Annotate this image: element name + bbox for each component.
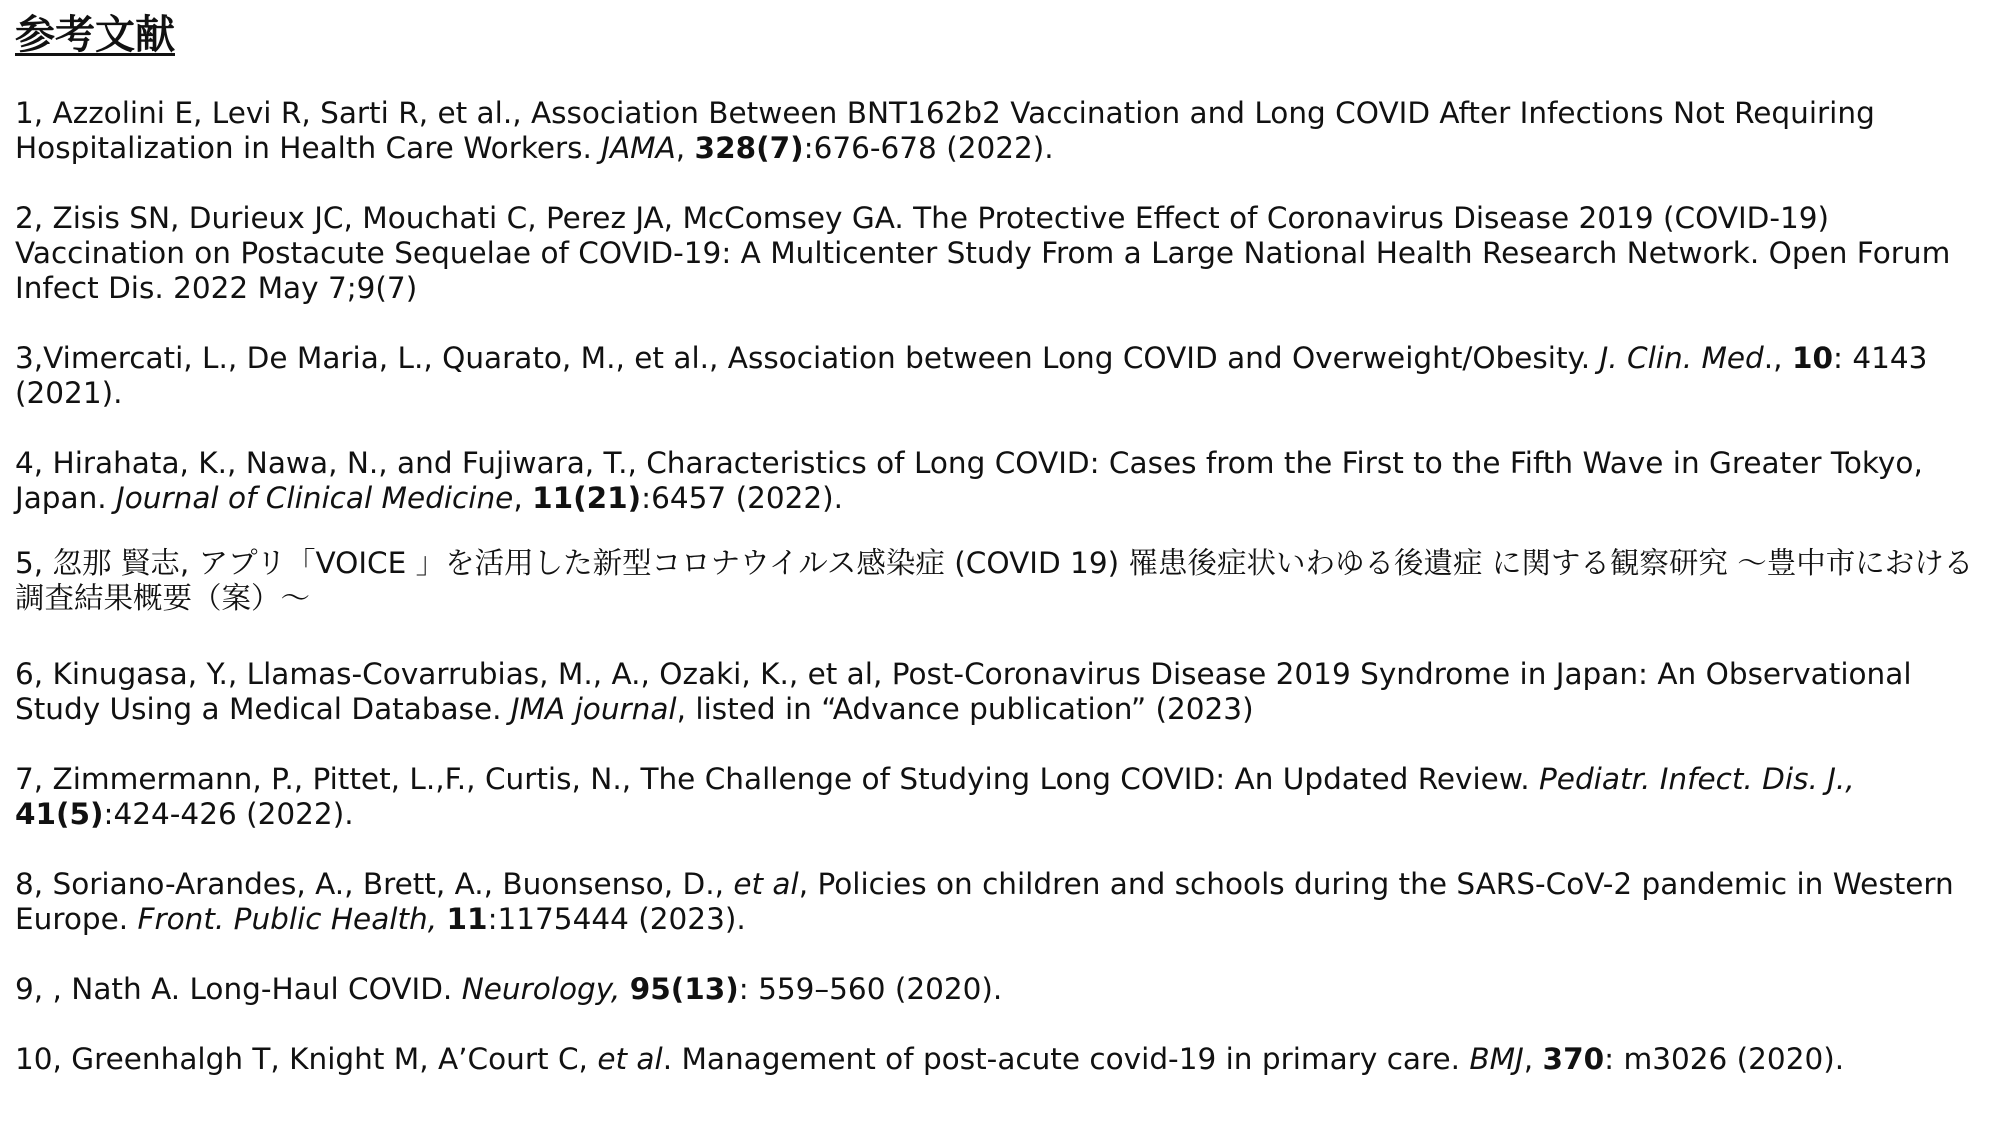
reference-text: :424-426 (2022). xyxy=(103,797,354,831)
reference-item-4 xyxy=(15,446,1990,516)
reference-page xyxy=(15,0,1990,1112)
reference-text: , listed in “Advance publication” (2023) xyxy=(676,692,1254,726)
journal-name: Front. Public Health, xyxy=(137,902,438,936)
volume: 11 xyxy=(446,902,488,936)
reference-text: 9, , Nath A. Long-Haul COVID. xyxy=(15,972,462,1006)
volume: 328(7) xyxy=(694,131,804,165)
reference-item-8 xyxy=(15,867,1990,937)
reference-item-9 xyxy=(15,972,1990,1007)
reference-item-6 xyxy=(15,657,1990,727)
reference-item-3 xyxy=(15,341,1990,411)
reference-text: : 559–560 (2020). xyxy=(738,972,1003,1006)
reference-text: 2, Zisis SN, Durieux JC, Mouchati C, Perez JA, McComsey GA. The Protective Effect of Coronavirus Disease 2019 (COVID-19) Vaccination on Postacute Sequelae of COVID-19: A Multicenter Study From a Large National Health Research Network. Open Forum Infect Dis. 2022 May 7;9(7) xyxy=(15,201,1951,305)
volume: 11(21) xyxy=(532,481,642,515)
reference-text: : 4143 (2021). xyxy=(15,341,1928,410)
reference-item-7 xyxy=(15,762,1990,832)
reference-text: , xyxy=(1523,1042,1543,1076)
reference-text: ., xyxy=(1763,341,1792,375)
reference-text: , Policies on children and schools during the SARS-CoV-2 pandemic in Western Europe. xyxy=(15,867,1954,936)
reference-text xyxy=(620,972,629,1006)
journal-name: BMJ xyxy=(1469,1042,1524,1076)
reference-text: 5, 忽那 賢志, アプリ「VOICE 」を活用した新型コロナウイルス感染症 (COVID 19) 罹患後症状いわゆる後遺症 に関する観察研究 ～豊中市における調査結果概要（案）～ xyxy=(15,546,1974,615)
journal-name: JAMA xyxy=(601,131,676,165)
reference-text: 4, Hirahata, K., Nawa, N., and Fujiwara, T., Characteristics of Long COVID: Cases from the First to the Fifth Wave in Greater Tokyo, Japan. xyxy=(15,446,1923,515)
volume: 370 xyxy=(1542,1042,1605,1076)
journal-name: Pediatr. Infect. Dis. J., xyxy=(1539,762,1855,796)
reference-item-10 xyxy=(15,1042,1990,1077)
journal-name: JMA journal xyxy=(510,692,677,726)
reference-text: 8, Soriano-Arandes, A., Brett, A., Buonsenso, D., xyxy=(15,867,734,901)
journal-name: Journal of Clinical Medicine xyxy=(116,481,514,515)
reference-text: 3,Vimercati, L., De Maria, L., Quarato, M., et al., Association between Long COVID and Overweight/Obesity. xyxy=(15,341,1600,375)
et-al: et al xyxy=(597,1042,663,1076)
page-title: 参考文献 xyxy=(15,12,175,58)
reference-text xyxy=(437,902,446,936)
reference-item-2 xyxy=(15,201,1990,306)
reference-text: , xyxy=(513,481,533,515)
reference-text: 10, Greenhalgh T, Knight M, A’Court C, xyxy=(15,1042,598,1076)
et-al: et al xyxy=(733,867,799,901)
volume: 41(5) xyxy=(15,797,104,831)
volume: 10 xyxy=(1791,341,1833,375)
journal-name: Neurology, xyxy=(461,972,621,1006)
reference-text: , xyxy=(675,131,695,165)
journal-name: J. Clin. Med xyxy=(1599,341,1764,375)
reference-text: 7, Zimmermann, P., Pittet, L.,F., Curtis, N., The Challenge of Studying Long COVID: An Updated Review. xyxy=(15,762,1540,796)
reference-text: 6, Kinugasa, Y., Llamas-Covarrubias, M., A., Ozaki, K., et al, Post-Coronavirus Disease 2019 Syndrome in Japan: An Observational Study Using a Medical Database. xyxy=(15,657,1912,726)
reference-item-5 xyxy=(15,546,1990,616)
reference-text: : m3026 (2020). xyxy=(1604,1042,1845,1076)
reference-item-1 xyxy=(15,96,1990,166)
volume: 95(13) xyxy=(629,972,739,1006)
reference-text: :1175444 (2023). xyxy=(487,902,746,936)
reference-text: :6457 (2022). xyxy=(641,481,844,515)
reference-list xyxy=(15,96,1990,1077)
reference-text: . Management of post-acute covid-19 in primary care. xyxy=(662,1042,1470,1076)
reference-text: :676-678 (2022). xyxy=(803,131,1054,165)
reference-text: 1, Azzolini E, Levi R, Sarti R, et al., Association Between BNT162b2 Vaccination and Long COVID After Infections Not Requiring Hospitalization in Health Care Workers. xyxy=(15,96,1875,165)
